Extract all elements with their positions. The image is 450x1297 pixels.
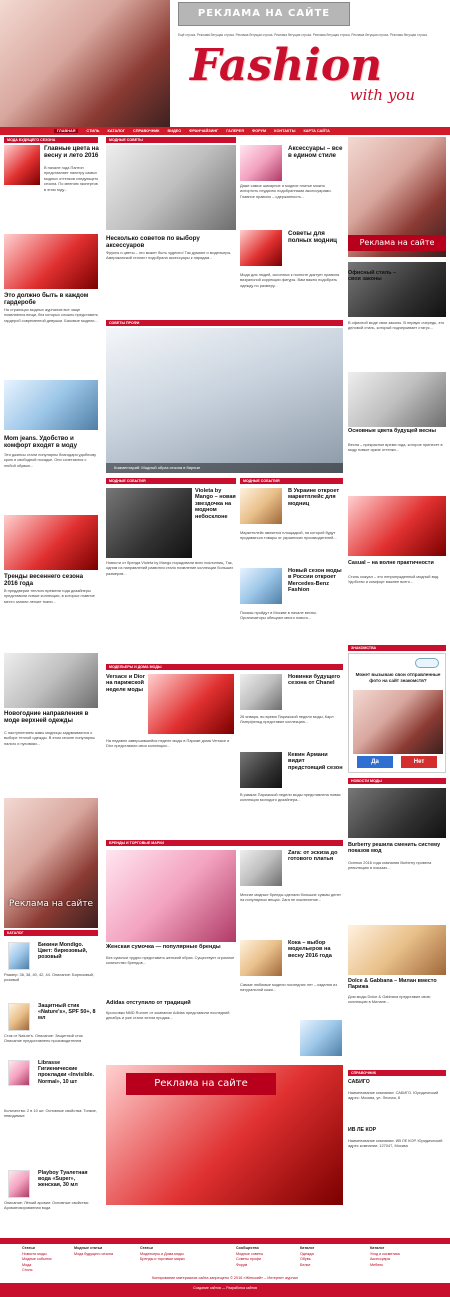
- footer-heading: Сообщество: [236, 1246, 259, 1250]
- product-image[interactable]: [8, 1003, 30, 1031]
- logo[interactable]: [180, 40, 440, 104]
- footer-link[interactable]: Модные советы: [236, 1251, 264, 1256]
- section-events-bar-2: МОДНЫЕ СОБЫТИЯ: [240, 478, 343, 484]
- article-text: Кроссовки NMD Runner от компании Adidas представили последний декабрь и уже стали хитом продаж...: [106, 1010, 230, 1021]
- article-thumb[interactable]: [106, 488, 192, 558]
- product-text: Размер: 36, 38, 40, 42, 44. Описание: Бирюзовый, розовый: [4, 972, 94, 983]
- footer-col: [300, 1246, 350, 1268]
- footer-col: [22, 1246, 72, 1274]
- footer-col: [74, 1246, 134, 1257]
- article-text: На страницах модных журналов все чаще появляются вещи, без которых сложно представить гардероб современной девушки. Базовые модели...: [4, 307, 98, 323]
- product-image[interactable]: [8, 1060, 30, 1086]
- footer-col: [370, 1246, 440, 1268]
- footer-link[interactable]: Форум: [236, 1262, 248, 1267]
- product-title[interactable]: Playboy Туалетная вода «Super», женская, 30 мл: [38, 1170, 88, 1189]
- article-text: Новости от бренда Violeta by Mango порадовали всех поклонниц. Так, одним из направлений развития стало появление коллекции больших размеров...: [106, 560, 234, 576]
- promo-label: Реклама на сайте: [8, 899, 94, 909]
- article-image[interactable]: [106, 145, 236, 230]
- nav-item-franchise[interactable]: ФРАНЧАЙЗИНГ: [189, 129, 219, 133]
- section-directory-bar: СПРАВОЧНИК: [348, 1070, 446, 1076]
- article-thumb[interactable]: [148, 674, 234, 734]
- section-fashion-news-bar: НОВОСТИ МОДЫ: [348, 778, 446, 784]
- promo-banner-left[interactable]: [4, 798, 98, 928]
- dating-photo: [353, 690, 443, 754]
- article-text: В офисной моде свои законы. В первую очередь, это деловой стиль, который подчеркивает статус...: [348, 320, 445, 331]
- article-text: Эти джинсы стали популярны благодаря удобному крою и свободной посадке. Они сочетаются с любой обувью...: [4, 452, 97, 468]
- footer-divider: [0, 1238, 450, 1244]
- article-image[interactable]: [106, 850, 236, 942]
- article-title[interactable]: Офисный стиль – свои законы: [348, 270, 397, 283]
- article-thumb[interactable]: [240, 850, 282, 886]
- footer-link[interactable]: Мебель: [370, 1262, 384, 1267]
- article-image[interactable]: [348, 788, 446, 838]
- article-thumb[interactable]: [240, 940, 282, 976]
- article-image[interactable]: [4, 234, 98, 289]
- article-text: Без сумочки трудно представить женский образ. Существует огромное количество брендов...: [106, 955, 235, 966]
- nav-item-contacts[interactable]: КОНТАКТЫ: [274, 129, 296, 133]
- footer-link[interactable]: Новости моды: [22, 1251, 47, 1256]
- article-text: Дом моды Dolce & Gabbana представил свою коллекцию в Милане...: [348, 994, 431, 1005]
- article-title[interactable]: Zara: от эскиза до готового платья: [288, 850, 338, 863]
- footer-col: [236, 1246, 296, 1268]
- love-planet-logo: [415, 658, 439, 668]
- footer-link[interactable]: Обувь: [300, 1257, 311, 1262]
- article-text: В начале года Пантон представляет палитру самых модных оттенков следующего сезона. По мнению экспертов в этом году...: [44, 165, 99, 192]
- article-image[interactable]: [4, 653, 98, 708]
- article-text: Даже самое шикарное и модное платье можно испортить неудачно подобранными аксессуарами. Главное правило – сдержанность...: [240, 183, 332, 199]
- footer-link[interactable]: Стиль: [22, 1268, 33, 1273]
- product-text: Количество: 2 в 10 шт. Основные свойства: Тонкие, невидимые: [4, 1108, 97, 1119]
- feature-image[interactable]: [106, 328, 343, 473]
- footer-link[interactable]: Мода: [22, 1262, 32, 1267]
- article-title[interactable]: Violeta by Mango – новая звездочка на модном небосклоне: [195, 488, 236, 520]
- logo-subtitle: with you: [349, 86, 415, 104]
- article-title[interactable]: Новый сезон моды в России откроет Mercedes-Benz Fashion: [288, 568, 342, 594]
- product-image[interactable]: [8, 1170, 30, 1198]
- section-pro-bar: СОВЕТЫ ПРОФИ: [106, 320, 343, 326]
- feature-caption: Комментарий: Модный образ сезона в бирюзе: [106, 463, 343, 473]
- footer-link[interactable]: Мода будущего сезона: [74, 1251, 114, 1256]
- product-text: Описание: Лёгкий аромат. Основные свойства: Ароматизированная вода: [4, 1200, 89, 1211]
- section-designers-bar: МОДЕЛЬЕРЫ И ДОМА МОДЫ: [106, 664, 343, 670]
- article-text: Осенью 2016 года компания Burberry провела революцию в показах...: [348, 860, 432, 871]
- article-text: Самые любимые модели последних лет – изделия из натуральной кожи...: [240, 982, 337, 993]
- dating-yes-button[interactable]: Да: [357, 756, 393, 768]
- footer-heading: Статьи: [22, 1246, 35, 1250]
- section-dating-bar: ЗНАКОМСТВА: [348, 645, 446, 651]
- promo-label: Реклама на сайте: [126, 1073, 276, 1095]
- article-text: В преддверии теплого времени года дизайнеры представили новые коллекции, в которых главное место заняли легкие ткани...: [4, 588, 95, 604]
- footer-link[interactable]: Одежда: [300, 1251, 314, 1256]
- article-thumb[interactable]: [240, 230, 282, 266]
- article-thumb[interactable]: [240, 145, 282, 181]
- footer-heading: Каталог: [370, 1246, 385, 1250]
- article-title[interactable]: Несколько советов по выбору аксессуаров: [106, 235, 200, 250]
- article-title[interactable]: Новинки будущего сезона от Chanel: [288, 674, 341, 687]
- footer-link[interactable]: Советы профи: [236, 1257, 262, 1262]
- article-title[interactable]: Dolce & Gabbana – Милан вместо Парижа: [348, 978, 437, 991]
- header-model-photo: [0, 0, 170, 130]
- article-text: Мода для людей, склонных к полноте диктует правила визуальной коррекции фигуры. Вам важно подобрать одежду по размеру...: [240, 272, 340, 288]
- article-title[interactable]: Adidas отступило от традиций: [106, 1000, 191, 1006]
- article-title[interactable]: Casual – на волне практичности: [348, 560, 434, 566]
- nav-item-forum[interactable]: ФОРУМ: [251, 129, 267, 133]
- article-text: Показы пройдут в Москве в начале весны. Организаторы обещают много нового...: [240, 610, 317, 621]
- promo-banner-right[interactable]: [348, 137, 446, 257]
- article-thumb[interactable]: [300, 1020, 342, 1056]
- promo-banner-middle[interactable]: [106, 1065, 343, 1205]
- article-title[interactable]: Главные цвета на весну и лето 2016: [44, 145, 99, 160]
- article-thumb[interactable]: [4, 145, 40, 185]
- article-title[interactable]: Mom jeans. Удобство и комфорт входят в моду: [4, 435, 78, 450]
- article-text: 26 января, во время Парижской недели моды, Карл Лагерфельд представил коллекцию...: [240, 714, 334, 725]
- article-text: Весна – прекрасное время года, которое принесет в моду новые яркие оттенки...: [348, 442, 443, 453]
- dating-no-button[interactable]: Нет: [401, 756, 437, 768]
- article-title[interactable]: Тренды весеннего сезона 2016 года: [4, 573, 84, 588]
- section-brands-bar: БРЕНДЫ И ТОРГОВЫЕ МАРКИ: [106, 840, 343, 846]
- ad-banner-top[interactable]: РЕКЛАМА НА САЙТЕ: [178, 2, 350, 26]
- article-title[interactable]: Основные цвета будущей весны: [348, 428, 437, 434]
- article-title[interactable]: Это должно быть в каждом гардеробе: [4, 292, 89, 307]
- logo-text: Fashion: [190, 40, 383, 91]
- product-title[interactable]: Бикини Mondigo. Цвет: бирюзовый, розовый: [38, 942, 88, 961]
- article-title[interactable]: Кока – выбор модельеров на весну 2016 года: [288, 940, 332, 959]
- footer-link[interactable]: Модные события: [22, 1257, 52, 1262]
- company-title[interactable]: ИВ ЛЕ КОР: [348, 1127, 377, 1133]
- article-text: Многие модные бренды сделали большие суммы денег на популярных вещах. Zara не исключение...: [240, 892, 342, 903]
- article-image[interactable]: [348, 925, 446, 975]
- article-thumb[interactable]: [240, 488, 282, 524]
- article-title[interactable]: Аксессуары – все в едином стиле: [288, 145, 343, 160]
- ticker: Ещё строка. Реклама бегущая строка. Реклама бегущая строка. Реклама бегущая строка. Реклама бегущая строка. Реклама бегущая строка. Реклама бегущая строка.: [178, 33, 428, 37]
- footer-copyright: Копирование материалов сайта запрещено © 2016 «Женский» – Интернет журнал: [152, 1276, 298, 1280]
- section-trends-bar: МОДА БУДУЩЕГО СЕЗОНА: [4, 137, 98, 143]
- product-title[interactable]: Librasse Гигиенические прокладки «Invisible. Normal», 10 шт: [38, 1060, 95, 1085]
- article-image[interactable]: [348, 372, 446, 427]
- footer-heading: Модные статьи: [74, 1246, 103, 1250]
- section-tips-bar: МОДНЫЕ СОВЕТЫ: [106, 137, 236, 143]
- article-title[interactable]: В Украине откроет маркетплейс для модниц: [288, 488, 340, 507]
- footer-link[interactable]: Аксессуары: [370, 1257, 391, 1262]
- nav-item-sitemap[interactable]: КАРТА САЙТА: [303, 129, 330, 133]
- nav-item-home[interactable]: ГЛАВНАЯ: [54, 129, 78, 133]
- section-catalog-bar: КАТАЛОГ: [4, 930, 98, 936]
- article-text: В рамках Парижской недели моды представлена новая коллекция молодого дизайнера...: [240, 792, 341, 803]
- nav-item-video[interactable]: ВИДЕО: [167, 129, 182, 133]
- article-text: Стиль кэжуал – это непринужденный модный вид. Удобство и комфорт важнее всего...: [348, 574, 440, 585]
- company-text: Наименование компании: САБИГО. Юридический адрес: Москва, ул. Лесная, 8: [348, 1090, 439, 1101]
- article-title[interactable]: Burberry решила сменить систему показов мод: [348, 842, 441, 855]
- article-text: Фрукты и цветы – это может быть чудесно! Так думают и модельеры. Американский стилист подобрала аксессуары к нарядам...: [106, 250, 232, 261]
- article-title[interactable]: Советы для полных модниц: [288, 230, 337, 245]
- dating-widget: [348, 653, 446, 773]
- main-nav: [0, 127, 450, 135]
- article-title[interactable]: Versace и Dior на парижской неделе моды: [106, 674, 145, 693]
- footer-heading: Каталог: [300, 1246, 315, 1250]
- footer-link[interactable]: Модельеры и Дома моды: [140, 1251, 184, 1256]
- article-image[interactable]: [4, 380, 98, 430]
- footer-col: [140, 1246, 220, 1263]
- article-thumb[interactable]: [240, 674, 282, 710]
- footer-link[interactable]: Бренды и торговые марки: [140, 1257, 185, 1262]
- section-events-bar: МОДНЫЕ СОБЫТИЯ: [106, 478, 236, 484]
- promo-label: Реклама на сайте: [348, 235, 446, 251]
- product-text: Стик от Nature's. Описание: Защитный стик. Описание предоставлено производителем: [4, 1033, 84, 1044]
- article-thumb[interactable]: [240, 568, 282, 604]
- nav-item-gallery[interactable]: ГАЛЕРЕЯ: [226, 129, 244, 133]
- article-image[interactable]: [348, 496, 446, 556]
- article-title[interactable]: Новогодние направления в моде верхней одежды: [4, 710, 89, 725]
- nav-item-directory[interactable]: СПРАВОЧНИК: [133, 129, 160, 133]
- article-text: С наступлением зимы модницы задумываются о выборе теплой одежды. В этом сезоне популярны пальто и пуховики...: [4, 730, 95, 746]
- footer-link[interactable]: Белье: [300, 1262, 311, 1267]
- article-title[interactable]: Женская сумочка — популярные бренды: [106, 944, 221, 950]
- footer-heading: Статьи: [140, 1246, 153, 1250]
- article-text: На недавно завершившейся неделе моды в Париже дома Versace и Dior представили свои коллекции...: [106, 738, 230, 749]
- article-text: Маркетплейс является площадкой, на которой будут продаваться товары от украинских производителей...: [240, 530, 337, 541]
- product-title[interactable]: Защитный стик «Nature's», SPF 50+, 8 мл: [38, 1003, 96, 1022]
- product-image[interactable]: [8, 942, 30, 970]
- article-title[interactable]: Кевин Армани видит предстоящий сезон: [288, 752, 343, 771]
- nav-item-style[interactable]: СТИЛЬ: [86, 129, 100, 133]
- article-thumb[interactable]: [240, 752, 282, 788]
- company-text: Наименование компании: ИВ ЛЕ КОР. Юридический адрес компании: 127047, Москва: [348, 1138, 443, 1149]
- footer-credit[interactable]: Создание сайтов — Разработка сайтов: [193, 1286, 257, 1290]
- dating-question: Может вызываю свои отправленные фото на сайт знакомств?: [355, 672, 441, 684]
- nav-item-catalog[interactable]: КАТАЛОГ: [107, 129, 126, 133]
- article-image[interactable]: [4, 515, 98, 570]
- footer-link[interactable]: Уход и косметика: [370, 1251, 400, 1256]
- company-title[interactable]: САБИГО: [348, 1079, 370, 1085]
